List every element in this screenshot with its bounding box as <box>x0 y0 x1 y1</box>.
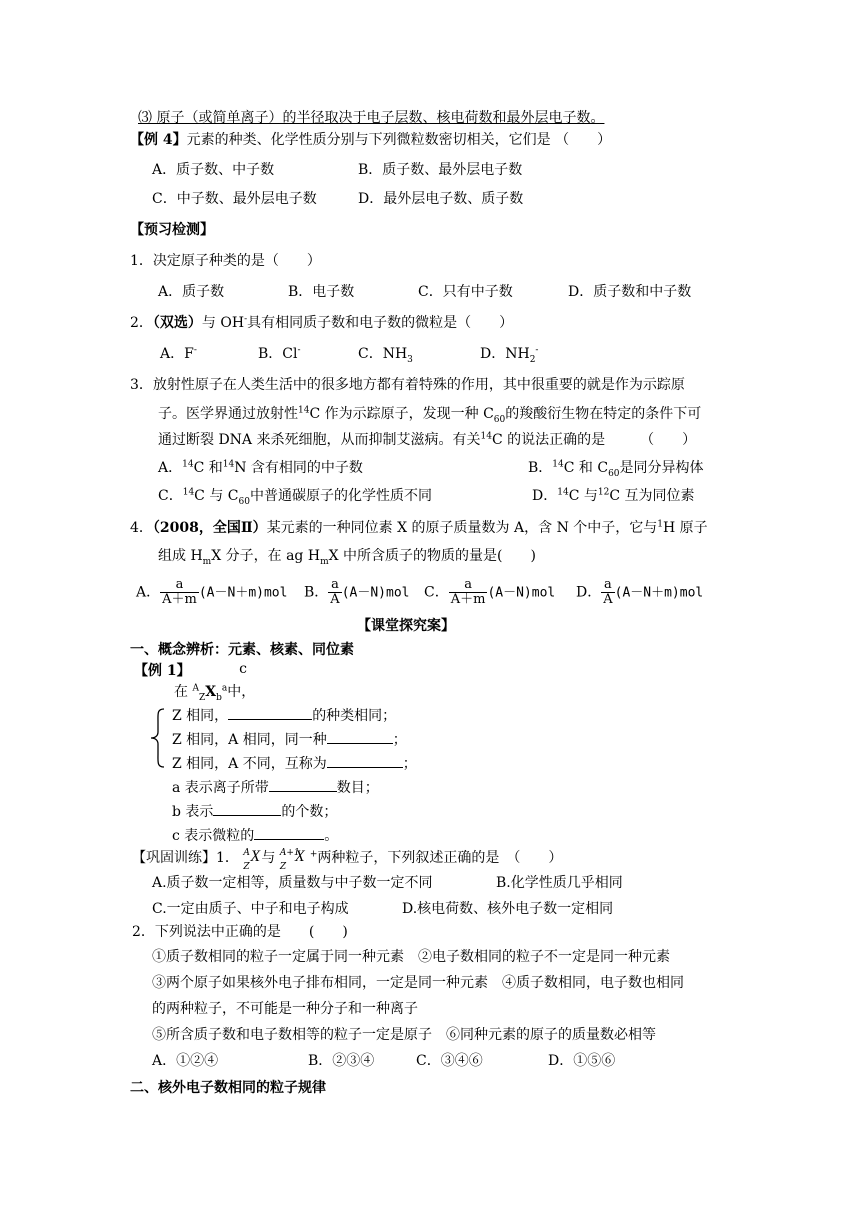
q2-c-text: C．NH <box>358 346 408 362</box>
rule-a <box>172 777 379 798</box>
q4-a-den: A＋m <box>162 592 197 607</box>
q2-b-text: B．Cl <box>258 346 298 362</box>
r1-b: 的种类相同； <box>312 708 397 724</box>
q2-d-sup: - <box>535 345 539 356</box>
q2-option-c <box>358 344 413 364</box>
brace-icon <box>150 708 166 768</box>
q4-l2-sub1: m <box>202 556 212 567</box>
r6-b: 。 <box>324 828 339 844</box>
gg-label: 【巩固训练】1． <box>132 850 239 866</box>
ex1-c: c <box>239 661 247 677</box>
consolidation-q1 <box>132 848 563 872</box>
q1-option-b: B．电子数 <box>288 284 355 300</box>
q3-b-m: C 和 C <box>563 460 609 476</box>
q3-d-pre: D． <box>532 488 558 504</box>
q3-l2-sup: 14 <box>298 405 310 416</box>
q2-sup: - <box>244 314 248 325</box>
rule-z-same <box>172 705 396 726</box>
example-4-question: 元素的种类、化学性质分别与下列微粒数密切相关，它们是 （ ） <box>186 132 612 148</box>
q4-b-den: A <box>330 592 340 607</box>
option-d: D．最外层电子数、质子数 <box>358 191 524 207</box>
q2-a-sup: - <box>193 345 197 356</box>
notation-A: A <box>192 683 199 694</box>
q4-c-den: A＋m <box>450 592 486 607</box>
preview-q1: 1．决定原子种类的是（ ） <box>130 253 321 269</box>
q3-l3a: 通过断裂 DNA 来杀死细胞，从而抑制艾滋病。有关 <box>158 432 481 448</box>
q3-c-pre: C． <box>158 488 183 504</box>
q3-l2a: 子。医学界通过放射性 <box>158 406 298 422</box>
gg-option-a: A.质子数一定相等，质量数与中子数一定不同 <box>152 875 433 891</box>
nuclide-1-A: A <box>243 848 250 858</box>
q4-l1: 某元素的一种同位素 X 的原子质量数为 A，含 N 个中子，它与 <box>266 520 658 536</box>
q4-number: 4． <box>130 520 153 536</box>
example-4-label: 【例 4】 <box>130 132 187 148</box>
q4-tag: （2008，全国Ⅱ） <box>152 520 267 536</box>
q4-l2b: X 分子，在 ag H <box>211 548 321 564</box>
r4-b: 数目； <box>336 780 379 796</box>
example-4 <box>130 130 611 150</box>
classroom-q2: 2．下列说法中正确的是 ( ) <box>132 924 348 940</box>
ex1-label: 【例 1】 <box>134 663 191 679</box>
q3-line-1: 3．放射性原子在人类生活中的很多地方都有着特殊的作用，其中很重要的就是作为示踪原 <box>130 377 685 393</box>
q3-option-c <box>158 486 432 506</box>
notation-b: b <box>216 692 222 703</box>
q2-option-d <box>480 344 538 364</box>
q2-statement-3: 的两种粒子，不可能是一种分子和一种离子 <box>152 1001 418 1017</box>
q4-d-fraction <box>601 578 614 607</box>
q3-b-e: 是同分异构体 <box>619 460 704 476</box>
intro-line-3: ⑶ 原子（或简单离子）的半径取决于电子层数、核电荷数和最外层电子数。 <box>138 110 605 126</box>
r3-b: ； <box>402 756 417 772</box>
q4-c-pre: C． <box>424 584 449 601</box>
notation-a: a <box>221 683 228 694</box>
nuclide-2-A: A+1 <box>279 848 300 858</box>
q3-l3b: C 的说法正确的是 （ ） <box>491 432 697 448</box>
r5-a: b 表示 <box>172 804 214 820</box>
r2-a: Z 相同，A 相同，同一种 <box>172 732 327 748</box>
nuclide-2-X: X <box>294 848 305 865</box>
q2-tag: （双选） <box>152 315 202 331</box>
q4-d-num: a <box>601 578 614 593</box>
q4-b-fraction <box>328 578 341 607</box>
notation-in: 在 <box>174 684 188 700</box>
gg-option-c: C.一定由质子、中子和电子构成 <box>152 901 349 917</box>
q2-c-sub: 3 <box>407 354 413 365</box>
q4-a-pre: A． <box>136 584 161 601</box>
nuclide-1 <box>243 848 261 872</box>
nuclide-1-Z: Z <box>243 862 250 872</box>
q2-d-sub: 2 <box>529 354 536 365</box>
q4-a-num: a <box>160 578 199 593</box>
q2-rest: 具有相同质子数和电子数的微粒是（ ） <box>247 315 514 331</box>
q3-a-s2: 14 <box>222 459 235 470</box>
q3-d-m: C 与 <box>568 488 598 504</box>
r5-b: 的个数； <box>281 804 338 820</box>
q3-a-pre: A． <box>158 460 183 476</box>
q4-c-fraction <box>449 578 488 607</box>
q4-option-b <box>304 578 409 608</box>
notation-end: 中， <box>227 684 256 700</box>
q2-number: 2． <box>130 315 153 331</box>
nuclide-2 <box>279 848 310 872</box>
q3-a-e: N 含有相同的中子数 <box>234 460 363 476</box>
q4-a-tail: (A－N＋m)mol <box>198 585 288 601</box>
q4-option-c <box>424 578 555 608</box>
blank-isotope[interactable] <box>327 753 403 768</box>
r2-b: ； <box>392 732 407 748</box>
nuclide-2-charge: + <box>309 849 318 860</box>
rule-c <box>172 825 338 846</box>
q4-line-2 <box>158 546 536 566</box>
r3-a: Z 相同，A 不同，互称为 <box>172 756 327 772</box>
q4-d-den: A <box>603 592 613 607</box>
option-b: B．质子数、最外层电子数 <box>358 162 523 178</box>
q3-d-s2: 12 <box>597 487 610 498</box>
q2-statement-4: ⑤所含质子数和电子数相等的粒子一定是原子 ⑥同种元素的原子的质量数必相等 <box>152 1027 656 1043</box>
gg-rest: 两种粒子，下列叙述正确的是 （ ） <box>317 850 563 866</box>
q2-option-b <box>258 344 301 364</box>
q3-line-3 <box>158 430 696 450</box>
nuclide-1-X: X <box>250 848 261 865</box>
q4-d-tail: (A－N＋m)mol <box>614 585 704 601</box>
q3-l2b: C 作为示踪原子，发现一种 C <box>309 406 494 422</box>
q3-a-s1: 14 <box>182 459 194 470</box>
gg-option-d: D.核电荷数、核外电子数一定相同 <box>402 901 614 917</box>
q2-statement-1: ①质子数相同的粒子一定属于同一种元素 ②电子数相同的粒子不一定是同一种元素 <box>152 949 670 965</box>
q3-c-m: C 与 C <box>194 488 239 504</box>
blank-charge[interactable] <box>269 777 337 792</box>
cq2-option-c: C．③④⑥ <box>416 1053 483 1069</box>
q4-b-tail: (A－N)mol <box>341 585 410 601</box>
cq2-option-b: B．②③④ <box>308 1053 375 1069</box>
r1-a: Z 相同， <box>172 708 229 724</box>
notation-Z: Z <box>198 692 206 703</box>
q3-a-m: C 和 <box>193 460 223 476</box>
q3-c-e: 中普通碳原子的化学性质不同 <box>249 488 432 504</box>
q4-l2c: X 中所含质子的物质的量是( ) <box>328 548 536 564</box>
q4-b-pre: B． <box>304 584 329 601</box>
section-1-title: 一、概念辨析：元素、核素、同位素 <box>130 642 354 658</box>
q3-option-a <box>158 458 363 478</box>
q4-b-num: a <box>328 578 341 593</box>
q4-a-fraction <box>160 578 199 607</box>
q4-l1-sup: 1 <box>657 519 663 530</box>
rule-isotope <box>172 753 417 774</box>
section-2-title: 二、核外电子数相同的粒子规律 <box>130 1080 326 1096</box>
q3-c-sub: 60 <box>238 496 250 507</box>
gg-mid: 与 <box>261 850 276 866</box>
q4-option-a <box>136 578 287 608</box>
q2-statement-2: ③两个原子如果核外电子排布相同，一定是同一种元素 ④质子数相同，电子数也相同 <box>152 975 684 991</box>
q2-b-sup: - <box>297 345 301 356</box>
q3-line-2 <box>158 404 701 424</box>
option-c: C．中子数、最外层电子数 <box>152 191 317 207</box>
preview-q2 <box>130 313 513 333</box>
rule-b <box>172 801 337 822</box>
q3-b-sub: 60 <box>608 468 620 479</box>
q4-c-num: a <box>449 578 488 593</box>
q3-l2c: 的羧酸衍生物在特定的条件下可 <box>505 406 702 422</box>
notation-line <box>174 682 255 702</box>
option-a: A．质子数、中子数 <box>152 162 275 178</box>
notation-X: X <box>205 684 217 700</box>
blank-charge-c[interactable] <box>254 825 324 840</box>
q1-option-d: D．质子数和中子数 <box>568 284 692 300</box>
gg-option-b: B.化学性质几乎相同 <box>496 875 623 891</box>
r4-a: a 表示离子所带 <box>172 780 269 796</box>
q3-l3-sup: 14 <box>480 431 492 442</box>
q2-a-text: A．F <box>160 346 194 362</box>
q4-l2a: 组成 H <box>158 548 203 564</box>
q3-l2-sub: 60 <box>493 414 506 425</box>
q4-l1-end: H 原子 <box>663 520 708 536</box>
q2-option-a <box>160 344 197 364</box>
q4-d-pre: D． <box>576 584 602 601</box>
q1-option-c: C．只有中子数 <box>418 284 513 300</box>
q3-d-e: C 互为同位素 <box>609 488 695 504</box>
blank-count[interactable] <box>213 801 281 816</box>
q2-d-text: D．NH <box>480 346 530 362</box>
cq2-option-d: D．①⑤⑥ <box>548 1053 616 1069</box>
example-1-label <box>134 661 247 681</box>
preview-heading: 【预习检测】 <box>130 222 214 238</box>
rule-nuclide <box>172 729 407 750</box>
q3-b-pre: B． <box>528 460 553 476</box>
q3-b-s1: 14 <box>552 459 564 470</box>
q3-option-b <box>528 458 704 478</box>
q3-c-s1: 14 <box>182 487 195 498</box>
blank-element[interactable] <box>228 705 312 720</box>
blank-nuclide[interactable] <box>327 729 393 744</box>
q2-text: 与 OH <box>201 315 245 331</box>
q3-option-d <box>532 486 694 506</box>
r6-a: c 表示微粒的 <box>172 828 255 844</box>
nuclide-2-Z: Z <box>279 862 287 872</box>
q4-l2-sub2: m <box>320 556 329 567</box>
cq2-option-a: A．①②④ <box>152 1053 219 1069</box>
q1-option-a: A．质子数 <box>158 284 225 300</box>
q3-d-s1: 14 <box>557 487 569 498</box>
classroom-heading: 【课堂探究案】 <box>357 618 455 634</box>
q4-line-1 <box>130 518 708 538</box>
q4-c-tail: (A－N)mol <box>487 585 556 601</box>
q4-option-d <box>576 578 703 608</box>
